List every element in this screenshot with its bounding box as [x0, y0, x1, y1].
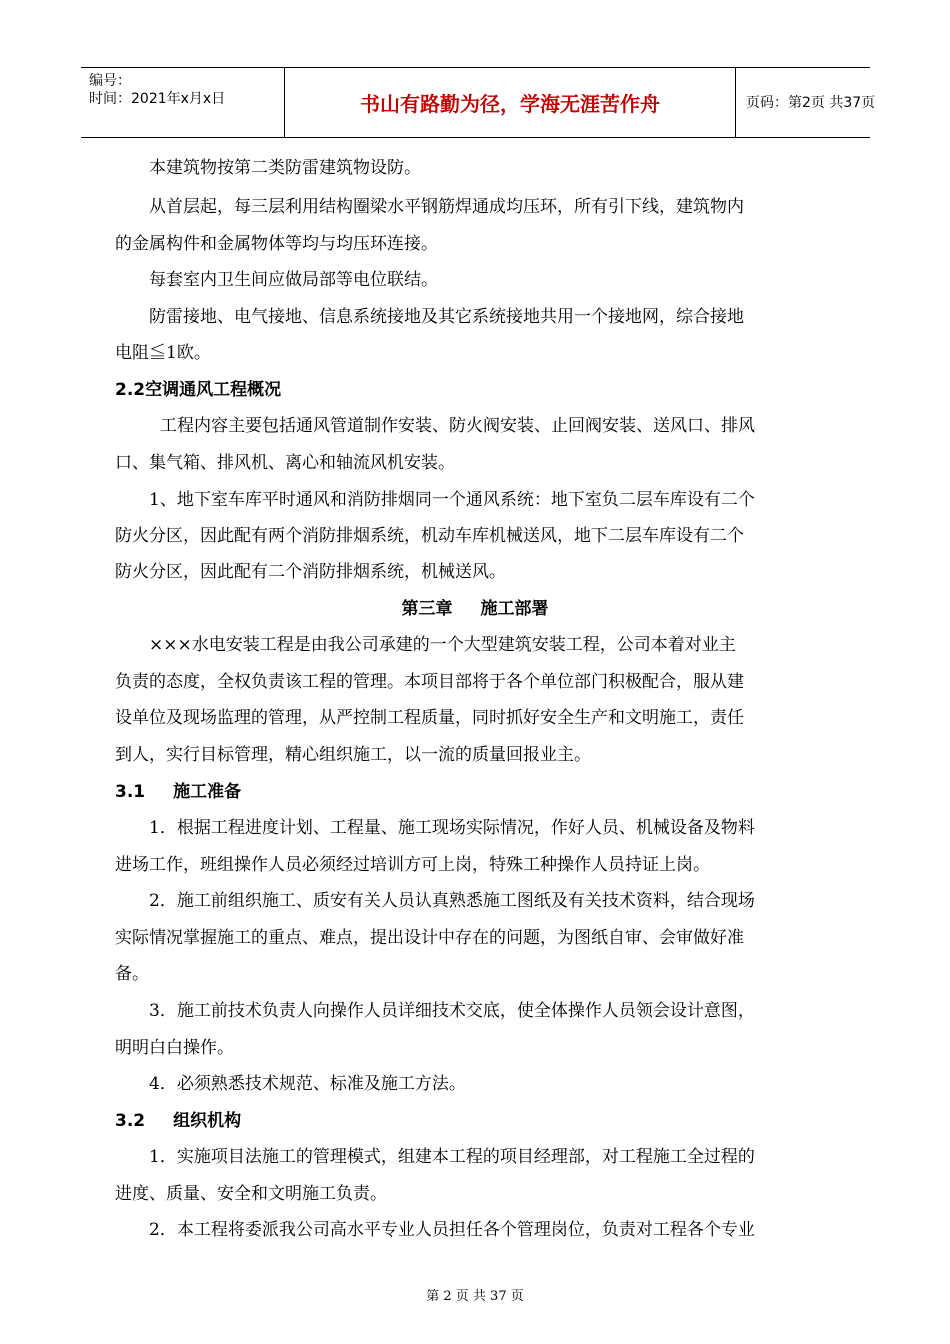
header-motto-cell	[284, 68, 736, 137]
paragraph-line: 到人，实行目标管理，精心组织施工，以一流的质量回报业主。	[115, 745, 591, 765]
section-heading: 2.2空调通风工程概况	[115, 380, 282, 400]
paragraph-line: 2．本工程将委派我公司高水平专业人员担任各个管理岗位，负责对工程各个专业	[149, 1220, 755, 1240]
paragraph-line: 口、集气箱、排风机、离心和轴流风机安装。	[115, 453, 455, 473]
paragraph-line: 每套室内卫生间应做局部等电位联结。	[149, 270, 438, 290]
paragraph-line: 从首层起，每三层利用结构圈梁水平钢筋焊通成均压环，所有引下线，建筑物内	[149, 197, 744, 217]
section-number: 3.1	[115, 782, 146, 802]
paragraph-line: 4．必须熟悉技术规范、标准及施工方法。	[149, 1074, 466, 1094]
section-number: 3.2	[115, 1111, 146, 1131]
section-title: 组织机构	[173, 1111, 242, 1131]
header-meta-cell	[81, 68, 284, 137]
paragraph-line: 1、地下室车库平时通风和消防排烟同一个通风系统：地下室负二层车库设有二个	[149, 490, 755, 510]
paragraph-line: 明明白白操作。	[115, 1038, 234, 1058]
paragraph-line: 电阻≦1欧。	[115, 343, 211, 363]
paragraph-line: 负责的态度，全权负责该工程的管理。本项目部将于各个单位部门积极配合，服从建	[115, 672, 744, 692]
header-page-number: 页码：第2页 共37页	[746, 95, 876, 111]
page-footer: 第 2 页 共 37 页	[426, 1289, 524, 1304]
chapter-heading	[0, 599, 950, 619]
paragraph-line: 2．施工前组织施工、质安有关人员认真熟悉施工图纸及有关技术资料，结合现场	[149, 891, 755, 911]
paragraph-line: 备。	[115, 964, 149, 984]
paragraph-line: 本建筑物按第二类防雷建筑物设防。	[149, 158, 421, 178]
section-title: 施工准备	[173, 782, 242, 802]
paragraph-line: 1．根据工程进度计划、工程量、施工现场实际情况，作好人员、机械设备及物料	[149, 818, 755, 838]
chapter-number: 第三章	[401, 599, 453, 619]
paragraph-line: 工程内容主要包括通风管道制作安装、防火阀安装、止回阀安装、送风口、排风	[160, 416, 755, 436]
paragraph-line: 防火分区，因此配有二个消防排烟系统，机械送风。	[115, 562, 506, 582]
chapter-title: 施工部署	[480, 599, 549, 619]
paragraph-line: 防雷接地、电气接地、信息系统接地及其它系统接地共用一个接地网，综合接地	[149, 307, 744, 327]
header-motto: 书山有路勤为径，学海无涯苦作舟	[360, 92, 660, 116]
document-date-label: 时间：2021年x月x日	[89, 91, 226, 107]
paragraph-line: 实际情况掌握施工的重点、难点，提出设计中存在的问题，为图纸自审、会审做好准	[115, 928, 744, 948]
paragraph-line: 设单位及现场监理的管理，从严控制工程质量，同时抓好安全生产和文明施工，责任	[115, 708, 744, 728]
paragraph-line: 进场工作，班组操作人员必须经过培训方可上岗，特殊工种操作人员持证上岗。	[115, 855, 710, 875]
section-heading	[115, 1111, 241, 1131]
header-page-cell	[736, 68, 876, 137]
document-code-label: 编号：	[89, 73, 131, 89]
paragraph-line: ×××水电安装工程是由我公司承建的一个大型建筑安装工程，公司本着对业主	[149, 635, 736, 655]
paragraph-line: 防火分区，因此配有两个消防排烟系统，机动车库机械送风，地下二层车库设有二个	[115, 526, 744, 546]
section-heading	[115, 782, 241, 802]
paragraph-line: 进度、质量、安全和文明施工负责。	[115, 1184, 387, 1204]
page-header	[81, 67, 876, 138]
paragraph-line: 的金属构件和金属物体等均与均压环连接。	[115, 234, 438, 254]
paragraph-line: 1．实施项目法施工的管理模式，组建本工程的项目经理部，对工程施工全过程的	[149, 1147, 755, 1167]
paragraph-line: 3．施工前技术负责人向操作人员详细技术交底，使全体操作人员领会设计意图，	[149, 1001, 755, 1021]
